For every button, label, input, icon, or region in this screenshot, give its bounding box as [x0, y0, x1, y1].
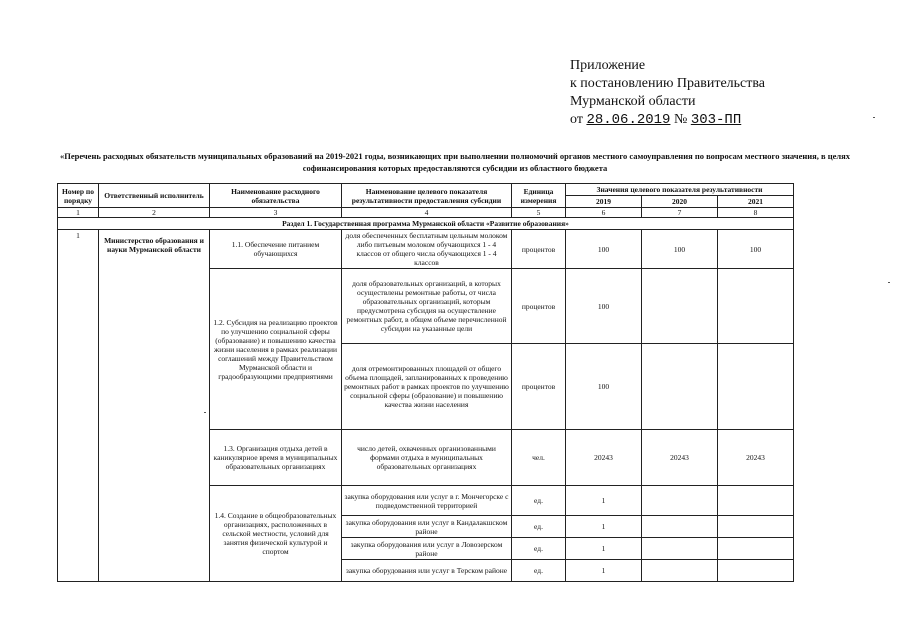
value-2021 [718, 516, 794, 538]
scan-speck [873, 117, 875, 118]
header-year-2021: 2021 [718, 196, 794, 208]
header-year-2019: 2019 [566, 196, 642, 208]
unit-cell: процентов [512, 344, 566, 430]
header-executor: Ответственный исполнитель [99, 184, 210, 208]
value-2019: 100 [566, 230, 642, 269]
header-year-2020: 2020 [642, 196, 718, 208]
appendix-from: от [570, 112, 583, 127]
value-2020 [642, 486, 718, 516]
value-2021 [718, 344, 794, 430]
value-2021: 100 [718, 230, 794, 269]
column-number: 5 [512, 208, 566, 218]
obligations-table [57, 183, 794, 582]
value-2019: 100 [566, 269, 642, 344]
row-number: 1 [58, 230, 99, 582]
header-number: Номер по порядку [58, 184, 99, 208]
column-number: 8 [718, 208, 794, 218]
value-2021 [718, 486, 794, 516]
unit-cell: чел. [512, 430, 566, 486]
value-2019: 1 [566, 560, 642, 582]
appendix-region: Мурманской области [570, 94, 696, 109]
indicator-1-4-d: закупка оборудования или услуг в Терском районе [342, 560, 512, 582]
column-number: 1 [58, 208, 99, 218]
unit-cell: ед. [512, 486, 566, 516]
value-2019: 20243 [566, 430, 642, 486]
value-2020 [642, 269, 718, 344]
header-unit: Единица измерения [512, 184, 566, 208]
obligation-1-2: 1.2. Субсидия на реализацию проектов по улучшению социальной сферы (образование) и повышению качества жизни населения в рамках реализации соглашений между Правительством Мурманской области и градообразующими предприятиями [210, 269, 342, 430]
unit-cell: процентов [512, 269, 566, 344]
value-2020 [642, 516, 718, 538]
column-number: 2 [99, 208, 210, 218]
value-2021 [718, 538, 794, 560]
value-2019: 1 [566, 538, 642, 560]
unit-cell: ед. [512, 560, 566, 582]
appendix-label: Приложение [570, 58, 646, 73]
unit-cell: процентов [512, 230, 566, 269]
appendix-date-line [570, 111, 765, 129]
number-sign: № [673, 112, 688, 127]
column-number: 4 [342, 208, 512, 218]
obligation-1-3: 1.3. Организация отдыха детей в каникулярное время в муниципальных образовательных организациях [210, 430, 342, 486]
document-title: «Перечень расходных обязательств муниципальных образований на 2019-2021 годы, возникающих при выполнении полномочий органов местного самоуправления по вопросам местного значения, в целях софинансирования которых предоставляются субсидии из областного бюджета [59, 151, 851, 173]
resolution-date: 28.06.2019 [586, 112, 671, 128]
indicator-1-4-b: закупка оборудования или услуг в Кандалакшском районе [342, 516, 512, 538]
unit-cell: ед. [512, 516, 566, 538]
scan-speck [204, 412, 206, 413]
column-number: 3 [210, 208, 342, 218]
header-indicator: Наименование целевого показателя результативности предоставления субсидии [342, 184, 512, 208]
column-number: 6 [566, 208, 642, 218]
section-title: Раздел 1. Государственная программа Мурманской области «Развитие образования» [58, 218, 794, 230]
obligation-1-1: 1.1. Обеспечение питанием обучающихся [210, 230, 342, 269]
indicator-1-2-a: доля образовательных организаций, в которых осуществлены ремонтные работы, от числа образовательных организаций, которым предусмотрена субсидия на осуществление ремонтных работ, в общем объеме перечисленной субсидии на указанные цели [342, 269, 512, 344]
indicator-1-4-c: закупка оборудования или услуг в Ловозерском районе [342, 538, 512, 560]
value-2020 [642, 560, 718, 582]
responsible-ministry: Министерство образования и науки Мурманской области [99, 230, 210, 582]
value-2020 [642, 538, 718, 560]
indicator-1-2-b: доля отремонтированных площадей от общего объема площадей, запланированных к проведению ремонтных работ в рамках проектов по улучшению социальной сферы (образование) и повышению качества жизни населения [342, 344, 512, 430]
value-2020: 100 [642, 230, 718, 269]
appendix-resolution: к постановлению Правительства [570, 76, 766, 91]
resolution-number: 303-ПП [690, 112, 742, 128]
appendix-header [570, 57, 765, 129]
indicator-1-1: доля обеспеченных бесплатным цельным молоком либо питьевым молоком обучающихся 1 - 4 классов от общего числа обучающихся 1 - 4 классов [342, 230, 512, 269]
value-2019: 1 [566, 486, 642, 516]
indicator-1-4-a: закупка оборудования или услуг в г. Мончегорске с подведомственной территорией [342, 486, 512, 516]
value-2021 [718, 269, 794, 344]
column-number: 7 [642, 208, 718, 218]
value-2021: 20243 [718, 430, 794, 486]
value-2020: 20243 [642, 430, 718, 486]
header-obligation: Наименование расходного обязательства [210, 184, 342, 208]
value-2021 [718, 560, 794, 582]
value-2019: 100 [566, 344, 642, 430]
header-values: Значения целевого показателя результативности [566, 184, 794, 196]
value-2019: 1 [566, 516, 642, 538]
indicator-1-3: число детей, охваченных организованными формами отдыха в муниципальных образовательных организациях [342, 430, 512, 486]
obligation-1-4: 1.4. Создание в общеобразовательных организациях, расположенных в сельской местности, условий для занятия физической культурой и спортом [210, 486, 342, 582]
value-2020 [642, 344, 718, 430]
scan-speck [888, 282, 890, 283]
unit-cell: ед. [512, 538, 566, 560]
